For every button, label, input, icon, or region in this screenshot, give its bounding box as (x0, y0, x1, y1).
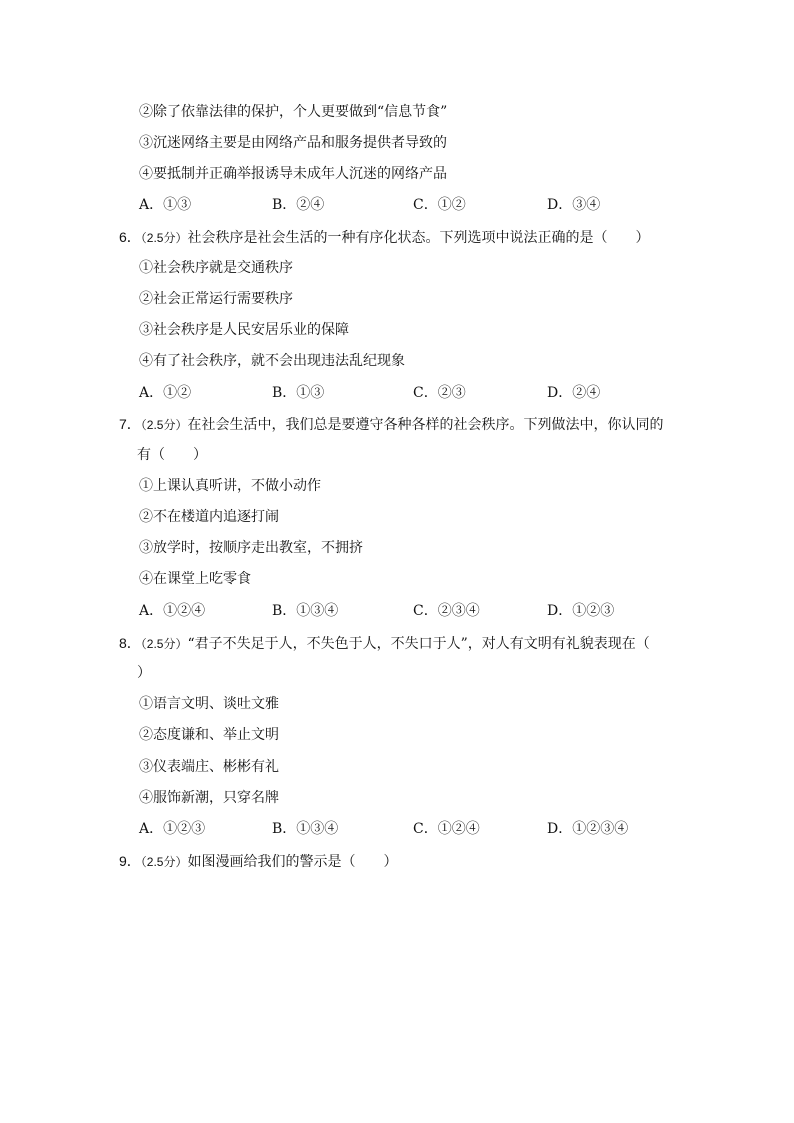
q6-number: 6． (119, 229, 141, 245)
q9-score: （2.5分） (140, 855, 188, 869)
q7-stem: 在社会生活中，我们总是要遵守各种各样的社会秩序。下列做法中，你认同的 (187, 417, 664, 433)
q6-score: （2.5分） (140, 231, 188, 245)
q5-item-2: ②除了依靠法律的保护，个人更要做到“信息节食” (139, 104, 448, 120)
q6-stem: 社会秩序是社会生活的一种有序化状态。下列选项中说法正确的是（ ） (187, 230, 650, 246)
q8-option-d: D．①②③④ (547, 821, 629, 837)
q6-option-c: C．②③ (413, 385, 466, 401)
q8-item-1: ①语言文明、谈吐文雅 (139, 696, 279, 712)
q7-number: 7． (119, 416, 141, 432)
q7-option-d: D．①②③ (547, 603, 615, 619)
q6-item-1: ①社会秩序就是交通秩序 (139, 260, 293, 276)
q5-option-a: A．①③ (139, 197, 192, 213)
q9-stem: 如图漫画给我们的警示是（ ） (187, 854, 398, 870)
q8-stem-line (119, 633, 650, 653)
q6-option-b: B．①③ (272, 385, 325, 401)
q7-item-1: ①上课认真听讲，不做小动作 (139, 478, 321, 494)
q7-option-c: C．②③④ (413, 603, 480, 619)
q7-option-a: A．①②④ (139, 603, 206, 619)
q8-item-4: ④服饰新潮，只穿名牌 (139, 790, 279, 806)
q8-option-c: C．①②④ (413, 821, 480, 837)
q8-stem: “君子不失足于人，不失色于人，不失口于人”，对人有文明有礼貌表现在（ (187, 636, 650, 652)
q5-item-3: ③沉迷网络主要是由网络产品和服务提供者导致的 (139, 135, 447, 151)
q7-option-b: B．①③④ (272, 603, 339, 619)
q7-item-4: ④在课堂上吃零食 (139, 571, 251, 587)
q8-option-b: B．①③④ (272, 821, 339, 837)
q7-item-3: ③放学时，按顺序走出教室，不拥挤 (139, 540, 363, 556)
q5-option-c: C．①② (413, 197, 466, 213)
q6-option-d: D．②④ (547, 385, 601, 401)
q9-stem-line (119, 851, 397, 871)
q5-item-4: ④要抵制并正确举报诱导未成年人沉迷的网络产品 (139, 166, 447, 182)
q7-item-2: ②不在楼道内追逐打闹 (139, 509, 279, 525)
q7-score: （2.5分） (140, 418, 188, 432)
q8-stem-continuation: ） (137, 665, 151, 681)
q5-option-b: B．②④ (272, 197, 325, 213)
q5-option-d: D．③④ (547, 197, 601, 213)
q6-item-4: ④有了社会秩序，就不会出现违法乱纪现象 (139, 353, 405, 369)
q7-stem-continuation: 有（ ） (137, 447, 207, 463)
q6-stem-line (119, 227, 649, 247)
q6-item-2: ②社会正常运行需要秩序 (139, 291, 293, 307)
q8-option-a: A．①②③ (139, 821, 206, 837)
q8-number: 8． (119, 635, 141, 651)
q8-item-2: ②态度谦和、举止文明 (139, 727, 279, 743)
q6-item-3: ③社会秩序是人民安居乐业的保障 (139, 322, 349, 338)
q9-number: 9． (119, 853, 141, 869)
q7-stem-line (119, 414, 663, 434)
q8-score: （2.5分） (140, 637, 188, 651)
q6-option-a: A．①② (139, 385, 192, 401)
q8-item-3: ③仪表端庄、彬彬有礼 (139, 759, 279, 775)
